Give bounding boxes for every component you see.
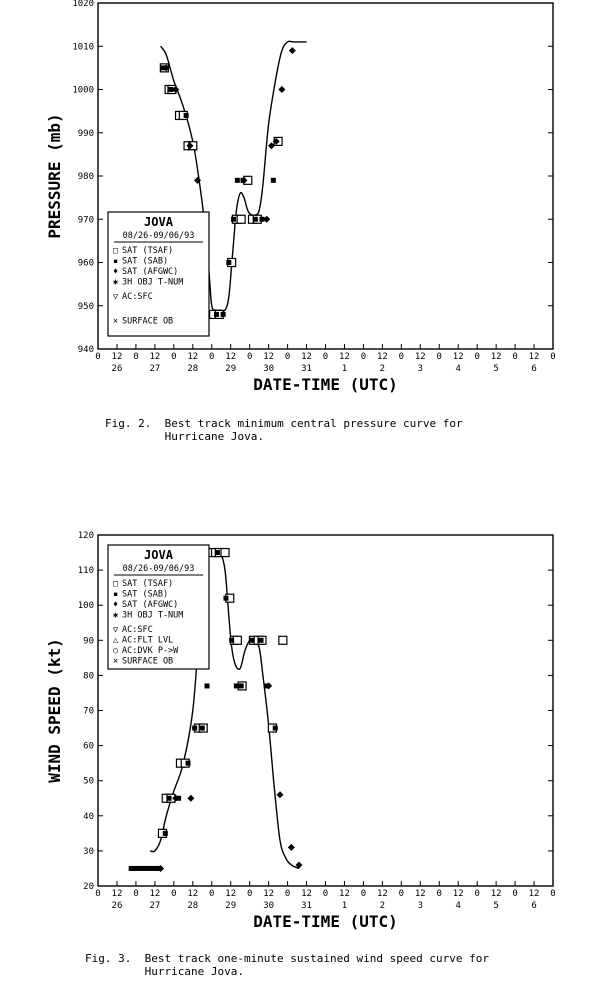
x-tick-label: 12 xyxy=(111,889,123,899)
x-tick-label: 0 xyxy=(246,889,253,899)
legend-symbol: × xyxy=(113,316,119,327)
x-tick-label: 0 xyxy=(209,889,215,899)
legend-title: JOVA xyxy=(144,548,173,562)
x-day-label: 30 xyxy=(263,364,275,374)
legend-entry: SURFACE OB xyxy=(122,316,174,327)
y-tick-label: 1010 xyxy=(72,42,94,53)
x-day-label: 28 xyxy=(187,364,199,374)
pressure-chart xyxy=(45,0,556,394)
x-tick-label: 12 xyxy=(490,352,502,362)
x-tick-label: 0 xyxy=(284,889,291,899)
x-tick-label: 0 xyxy=(474,889,480,899)
sab-point xyxy=(253,217,258,222)
x-day-label: 1 xyxy=(341,901,348,911)
x-tick-label: 0 xyxy=(322,889,329,899)
legend-symbol: × xyxy=(113,656,119,667)
sab-point xyxy=(192,726,197,731)
legend-symbol: ▽ xyxy=(113,292,119,302)
x-tick-label: 12 xyxy=(452,889,464,899)
x-day-label: 1 xyxy=(341,364,348,374)
x-tick-label: 12 xyxy=(187,889,199,899)
x-tick-label: 0 xyxy=(322,352,329,362)
legend-entry: AC:SFC xyxy=(122,625,153,635)
x-axis-title: DATE-TIME (UTC) xyxy=(253,912,398,931)
x-tick-label: 0 xyxy=(398,352,405,362)
fig2-caption-line1: Fig. 2. Best track minimum central pressure curve for xyxy=(105,417,463,430)
legend-entry: AC:SFC xyxy=(122,292,153,302)
x-tick-label: 12 xyxy=(339,352,350,362)
x-day-label: 5 xyxy=(493,901,499,911)
legend-entry: SAT (AFGWC) xyxy=(122,267,179,277)
y-axis-title: WIND SPEED (kt) xyxy=(45,638,64,783)
legend-title: JOVA xyxy=(144,215,173,229)
legend-symbol: ✱ xyxy=(113,277,119,288)
x-tick-label: 12 xyxy=(339,889,350,899)
x-day-label: 26 xyxy=(111,364,123,374)
legend xyxy=(108,212,209,336)
fig3-caption-line1: Fig. 3. Best track one-minute sustained wind speed curve for xyxy=(85,952,489,965)
legend-symbol: △ xyxy=(113,635,119,646)
sab-point xyxy=(231,217,236,222)
x-tick-label: 0 xyxy=(95,352,101,362)
sab-point xyxy=(273,726,278,731)
tsaf-point xyxy=(237,215,245,223)
sab-point xyxy=(223,596,228,601)
sab-point xyxy=(184,113,189,118)
x-tick-label: 12 xyxy=(376,352,388,362)
sab-point xyxy=(163,831,168,836)
y-tick-label: 120 xyxy=(77,531,94,541)
sab-point xyxy=(229,638,234,643)
y-tick-label: 1000 xyxy=(72,85,94,96)
x-day-label: 29 xyxy=(225,901,237,911)
x-tick-label: 0 xyxy=(171,889,177,899)
sab-point xyxy=(271,178,276,183)
legend-symbol: ▪ xyxy=(113,589,119,600)
x-tick-label: 12 xyxy=(149,352,161,362)
x-tick-label: 0 xyxy=(436,352,442,362)
x-tick-label: 12 xyxy=(414,889,426,899)
y-tick-label: 950 xyxy=(77,301,94,312)
x-tick-label: 12 xyxy=(490,889,502,899)
x-tick-label: 0 xyxy=(398,889,405,899)
x-tick-label: 0 xyxy=(171,352,177,362)
y-tick-label: 110 xyxy=(77,566,94,577)
x-tick-label: 0 xyxy=(360,352,367,362)
x-axis-title: DATE-TIME (UTC) xyxy=(253,375,398,394)
afgwc-point xyxy=(278,86,285,93)
sab-point xyxy=(259,638,264,643)
x-day-label: 29 xyxy=(225,364,237,374)
x-day-label: 4 xyxy=(455,364,461,374)
sab-point xyxy=(200,726,205,731)
x-tick-label: 12 xyxy=(263,352,275,362)
x-day-label: 31 xyxy=(301,901,312,911)
y-tick-label: 960 xyxy=(77,258,94,269)
x-day-label: 31 xyxy=(301,364,312,374)
y-axis-title: PRESSURE (mb) xyxy=(45,113,64,239)
sab-point xyxy=(167,796,172,801)
legend xyxy=(108,545,209,669)
x-tick-label: 12 xyxy=(187,352,199,362)
x-tick-label: 0 xyxy=(360,889,367,899)
x-tick-label: 0 xyxy=(246,352,253,362)
legend-symbol: ♦ xyxy=(113,267,119,277)
y-tick-label: 30 xyxy=(83,846,94,857)
x-tick-label: 0 xyxy=(436,889,442,899)
legend-entry: SURFACE OB xyxy=(122,656,174,667)
legend-symbol: ✱ xyxy=(113,610,119,621)
x-tick-label: 12 xyxy=(528,889,540,899)
legend-entry: AC:DVK P->W xyxy=(122,646,179,656)
x-tick-label: 12 xyxy=(376,889,388,899)
afgwc-point xyxy=(187,795,194,802)
legend-dates: 08/26-09/06/93 xyxy=(122,564,195,574)
x-day-label: 2 xyxy=(379,364,386,374)
legend-entry: AC:FLT LVL xyxy=(122,635,174,646)
x-day-label: 6 xyxy=(531,901,537,911)
legend-entry: 3H OBJ T-NUM xyxy=(122,277,184,288)
x-tick-label: 12 xyxy=(301,352,312,362)
x-day-label: 6 xyxy=(531,364,537,374)
legend-entry: SAT (SAB) xyxy=(122,589,169,600)
x-tick-label: 0 xyxy=(284,352,291,362)
y-tick-label: 70 xyxy=(83,706,94,717)
x-tick-label: 0 xyxy=(512,352,518,362)
x-tick-label: 12 xyxy=(225,889,237,899)
fig3-caption-line2: Hurricane Jova. xyxy=(85,965,244,978)
wind-chart xyxy=(45,531,556,931)
x-tick-label: 0 xyxy=(550,889,556,899)
sab-point xyxy=(215,550,220,555)
sab-point xyxy=(226,260,231,265)
sab-point xyxy=(214,312,219,317)
y-tick-label: 20 xyxy=(83,882,94,892)
x-day-label: 2 xyxy=(379,901,386,911)
legend-entry: SAT (SAB) xyxy=(122,256,169,267)
y-tick-label: 60 xyxy=(83,741,94,752)
x-tick-label: 12 xyxy=(263,889,275,899)
x-day-label: 3 xyxy=(417,901,424,911)
legend-symbol: ♦ xyxy=(113,600,119,610)
x-day-label: 27 xyxy=(149,364,161,374)
fig2-caption-line2: Hurricane Jova. xyxy=(105,430,264,443)
x-tick-label: 0 xyxy=(512,889,518,899)
y-tick-label: 1020 xyxy=(72,0,94,9)
sab-point xyxy=(186,761,191,766)
legend-entry: 3H OBJ T-NUM xyxy=(122,610,184,621)
x-tick-label: 12 xyxy=(149,889,161,899)
y-tick-label: 80 xyxy=(83,671,94,682)
x-tick-label: 0 xyxy=(209,352,215,362)
y-tick-label: 50 xyxy=(83,776,94,787)
x-tick-label: 12 xyxy=(111,352,123,362)
legend-dates: 08/26-09/06/93 xyxy=(122,231,195,241)
x-day-label: 4 xyxy=(455,901,461,911)
x-tick-label: 12 xyxy=(301,889,312,899)
y-tick-label: 980 xyxy=(77,172,94,182)
x-day-label: 30 xyxy=(263,901,275,911)
x-day-label: 5 xyxy=(493,364,499,374)
legend-symbol: ▪ xyxy=(113,256,119,267)
sab-point xyxy=(221,312,226,317)
x-tick-label: 0 xyxy=(474,352,480,362)
x-day-label: 26 xyxy=(111,901,123,911)
y-tick-label: 90 xyxy=(83,636,94,647)
x-tick-label: 0 xyxy=(95,889,101,899)
y-tick-label: 970 xyxy=(77,215,94,226)
sab-point xyxy=(239,683,244,688)
y-tick-label: 40 xyxy=(83,811,94,822)
legend-entry: SAT (TSAF) xyxy=(122,246,174,256)
legend-symbol: □ xyxy=(113,579,119,589)
legend-symbol: ▽ xyxy=(113,625,119,635)
y-tick-label: 100 xyxy=(77,601,94,612)
legend-symbol: ○ xyxy=(113,646,119,656)
x-tick-label: 12 xyxy=(414,352,426,362)
x-tick-label: 12 xyxy=(528,352,540,362)
afgwc-point xyxy=(288,844,295,851)
legend-symbol: □ xyxy=(113,246,119,256)
x-day-label: 27 xyxy=(149,901,161,911)
sab-point xyxy=(205,683,210,688)
x-tick-label: 12 xyxy=(452,352,464,362)
sab-point xyxy=(235,178,240,183)
sab-point xyxy=(249,638,254,643)
x-tick-label: 0 xyxy=(550,352,556,362)
x-tick-label: 0 xyxy=(133,889,139,899)
tsaf-point xyxy=(221,549,229,557)
tsaf-point xyxy=(233,636,241,644)
legend-entry: SAT (TSAF) xyxy=(122,579,174,589)
x-tick-label: 0 xyxy=(133,352,139,362)
x-tick-label: 12 xyxy=(225,352,237,362)
afgwc-point xyxy=(289,47,296,54)
tsaf-point xyxy=(279,636,287,644)
x-day-label: 28 xyxy=(187,901,199,911)
sab-point xyxy=(234,683,239,688)
legend-entry: SAT (AFGWC) xyxy=(122,600,179,610)
y-tick-label: 990 xyxy=(77,128,94,139)
x-day-label: 3 xyxy=(417,364,424,374)
y-tick-label: 940 xyxy=(77,345,94,355)
afgwc-point xyxy=(277,791,284,798)
